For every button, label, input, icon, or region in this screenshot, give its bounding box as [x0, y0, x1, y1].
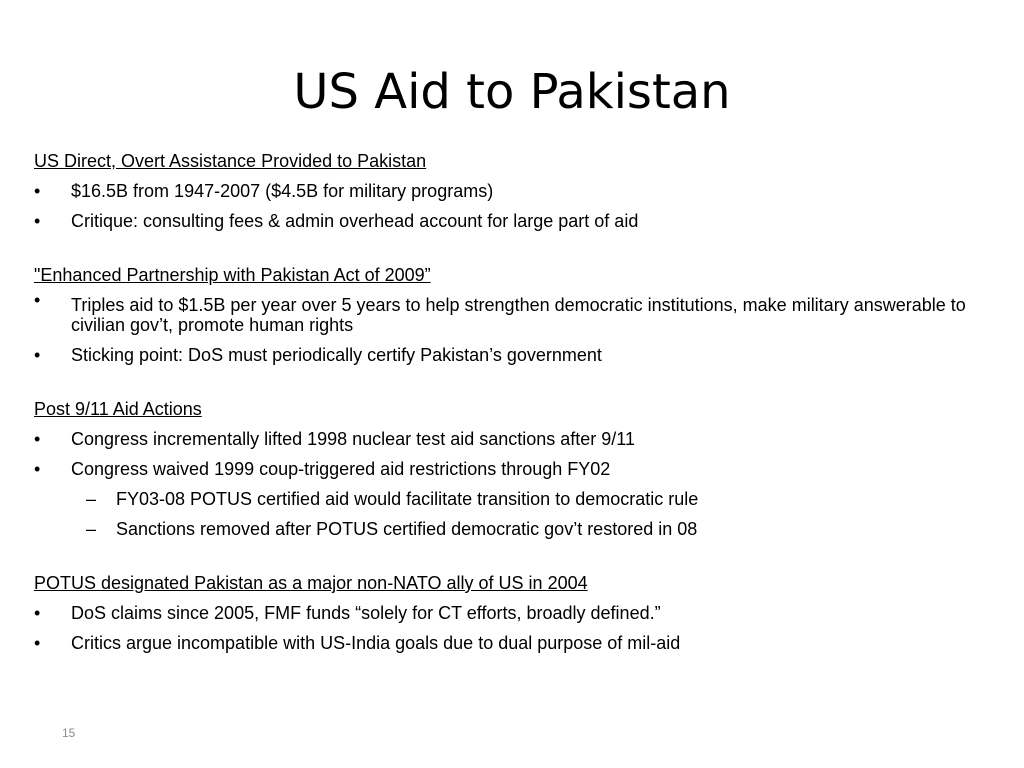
section-heading: POTUS designated Pakistan as a major non-NATO ally of US in 2004	[34, 573, 588, 593]
bullet-item: • Congress incrementally lifted 1998 nuclear test aid sanctions after 9/11	[34, 424, 984, 454]
section-non-nato-ally	[34, 568, 984, 658]
section-enhanced-partnership	[34, 260, 984, 370]
sub-bullet-item: – Sanctions removed after POTUS certified democratic gov’t restored in 08	[34, 514, 984, 544]
bullet-item: • Critics argue incompatible with US-India goals due to dual purpose of mil-aid	[34, 628, 984, 658]
bullet-item: • Sticking point: DoS must periodically certify Pakistan’s government	[34, 340, 984, 370]
bullet-item: • Critique: consulting fees & admin overhead account for large part of aid	[34, 206, 984, 236]
sub-bullet-list	[34, 484, 984, 544]
bullet-item: • Triples aid to $1.5B per year over 5 years to help strengthen democratic institutions, make military answerable to civilian gov’t, promote human rights	[34, 290, 984, 340]
section-heading: "Enhanced Partnership with Pakistan Act of 2009”	[34, 265, 431, 285]
bullet-list	[34, 598, 984, 658]
bullet-list	[34, 176, 984, 236]
slide-body	[34, 146, 984, 682]
section-heading: Post 9/11 Aid Actions	[34, 399, 202, 419]
bullet-list	[34, 290, 984, 370]
slide-title: US Aid to Pakistan	[293, 64, 731, 120]
sub-bullet-item: – FY03-08 POTUS certified aid would facilitate transition to democratic rule	[34, 484, 984, 514]
section-heading: US Direct, Overt Assistance Provided to Pakistan	[34, 151, 427, 171]
bullet-item: • $16.5B from 1947-2007 ($4.5B for military programs)	[34, 176, 984, 206]
section-direct-assistance	[34, 146, 984, 236]
bullet-item: • DoS claims since 2005, FMF funds “solely for CT efforts, broadly defined.”	[34, 598, 984, 628]
section-post-911-actions	[34, 394, 984, 544]
bullet-list	[34, 424, 984, 484]
page-number: 15	[62, 726, 76, 740]
bullet-item: • Congress waived 1999 coup-triggered aid restrictions through FY02	[34, 454, 984, 484]
